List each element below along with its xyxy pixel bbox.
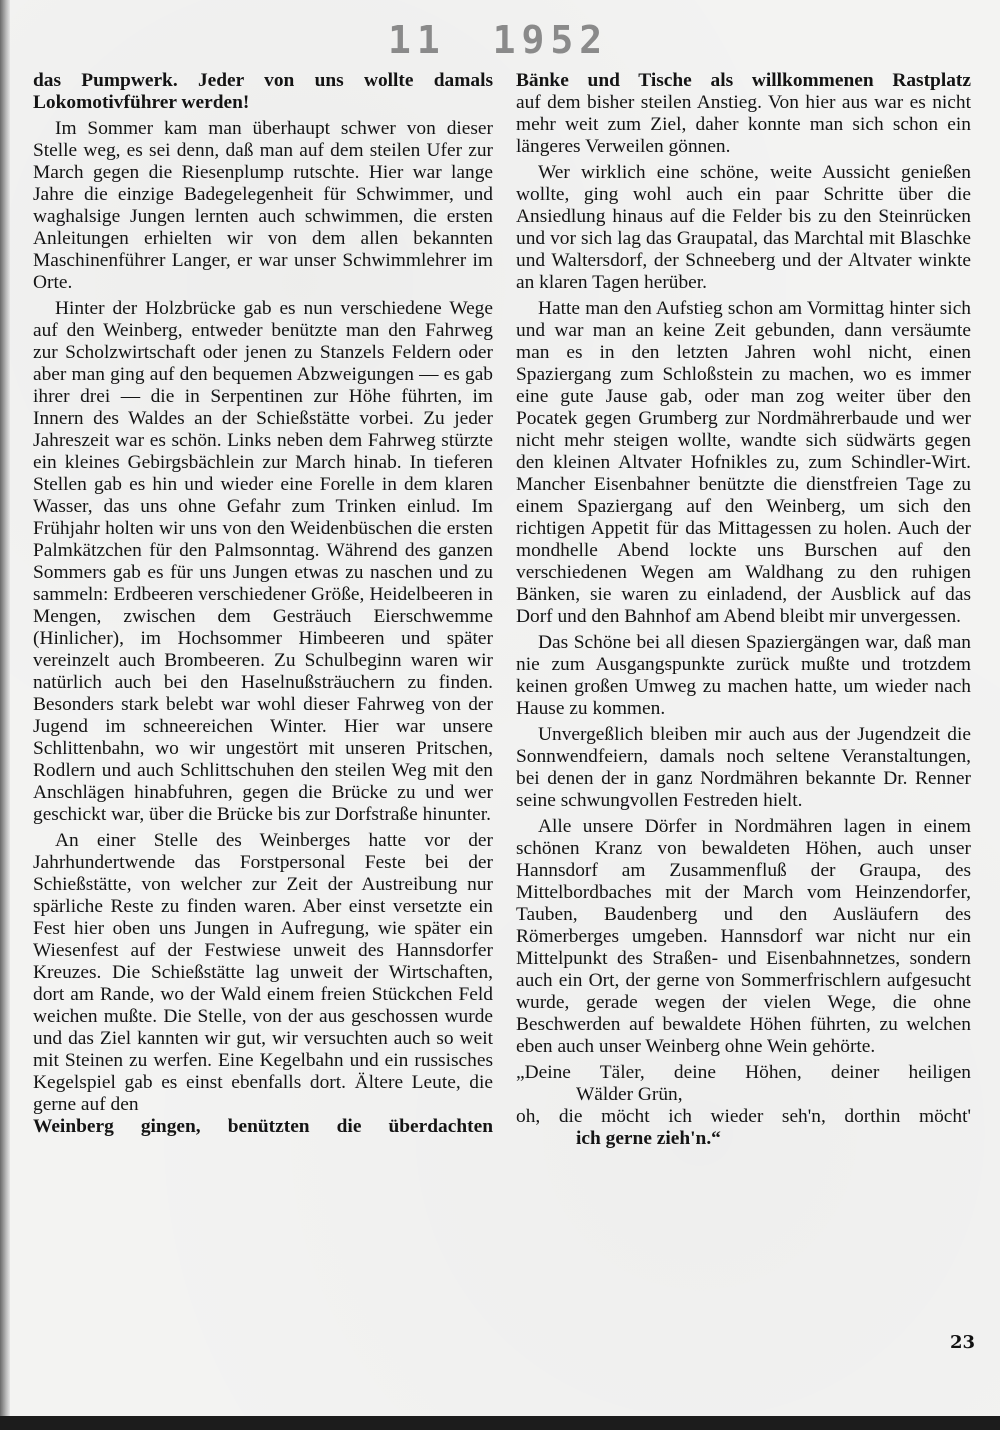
paragraph: Hatte man den Aufstieg schon am Vormittag hinter sich und war man an keine Zeit gebunden, dann versäumte man es in den letzten Jahren wohl nicht, einen Spaziergang zum Schloßstein zu machen, wo es immer eine gute Jause gab, oder man zog weiter über den Pocatek gegen Grumberg zur Nordmährerbaude und wer nicht mehr steigen wollte, wandte sich südwärts gegen den kleinen Altvater Hofnikles zu, zum Schindler-Wirt. Mancher Eisenbahner benützte die dienstfreien Tage zu einem Spaziergang auf den Weinberg, um sich den richtigen Appetit für das Mittagessen zu holen. Auch der mondhelle Abend lockte uns Burschen auf den verschiedenen Wegen am Waldhang zu den ruhigen Bänken, sie waren zu einladend, der Ausblick auf das Dorf und den Bahnhof am Abend bleibt mir unvergessen. [516,298,971,627]
paragraph: Wer wirklich eine schöne, weite Aussicht genießen wollte, ging wohl auch ein paar Schritte über die Ansiedlung hinaus auf die Felder bis zu den Steinrücken und vor sich lag das Graupatal, das Marchtal mit Blaschke und Waltersdorf, der Schneeberg und der Altvater winkte an klaren Tagen herüber. [516,162,971,293]
paragraph: auf dem bisher steilen Anstieg. Von hier aus war es nicht mehr weit zum Ziel, daher konnte man sich schon ein längeres Verweilen gönnen. [516,92,971,157]
paragraph: Im Sommer kam man überhaupt schwer von dieser Stelle weg, es sei denn, daß man auf dem steilen Ufer zur March gegen die Riesenplump rutschte. Hier war lange Jahre die einzige Badegelegenheit für Schwimmer, und waghalsige Jungen lernten auch schwimmen, die ersten Anleitungen erhielten wir von dem allen bekannten Maschinenführer Langer, er war unser Schwimmlehrer im Orte. [33,118,493,293]
verse-line-continuation: Wälder Grün, [576,1084,683,1105]
page-number: 23 [950,1332,976,1353]
right-column [516,70,971,1150]
verse-quote [516,1062,971,1150]
paragraph: Alle unsere Dörfer in Nordmähren lagen in einem schönen Kranz von bewaldeten Höhen, auch unser Hannsdorf am Zusammenfluß der Graupa, des Mittelbordbaches mit der March vom Heinzendorfer, Tauben, Baudenberg und den Ausläufern des Römerberges umgeben. Hannsdorf war nicht nur ein Mittelpunkt des Straßen- und Eisenbahnnetzes, sondern auch ein Ort, der gerne von Sommerfrischlern aufgesucht wurde, gerade wegen der vielen Wege, die ohne Beschwerden auf bewaldete Höhen führten, zu welchen eben auch unser Weinberg ohne Wein gehörte. [516,816,971,1057]
date-stamp: 11 1952 [388,18,609,62]
scan-bottom-edge [0,1416,1000,1430]
paragraph: Das Schöne bei all diesen Spaziergängen war, daß man nie zum Ausgangspunkte zurück mußte und trotzdem keinen großen Umweg zu machen hatte, um wieder nach Hause zu kommen. [516,632,971,719]
paragraph-continuation: Weinberg gingen, benützten die überdachten [33,1116,493,1137]
paragraph: Hinter der Holzbrücke gab es nun verschiedene Wege auf den Weinberg, entweder benützte man den Fahrweg zur Scholzwirtschaft oder jenen zu Stanzels Feldern oder aber man ging auf den bequemen Abzweigungen — es gab ihrer drei — die in Serpentinen zur Höhe führten, im Innern des Waldes an der Schießstätte vorbei. Zu jeder Jahreszeit war es schön. Links neben dem Fahrweg stürzte ein kleines Gebirgsbächlein zur March hinab. In tieferen Stellen gab es hin und wieder eine Forelle in dem klaren Wasser, das uns ohne Gefahr zum Trinken einlud. Im Frühjahr holten wir uns von den Weidenbüschen die ersten Palmkätzchen für den Palmsonntag. Während des ganzen Sommers gab es für uns Jungen etwas zu naschen und zu sammeln: Erdbeeren verschiedener Größe, Heidelbeeren in Mengen, zwischen dem Gesträuch Eierschwemme (Hinlicher), im Hochsommer Himbeeren und später vereinzelt auch Brombeeren. Zu Schulbeginn waren wir natürlich auch bei den Haselnußsträuchern zu finden. Besonders stark belebt war wohl dieser Fahrweg von der Jugend im schneereichen Winter. Hier war unsere Schlittenbahn, wo wir ungestört mit unseren Pritschen, Rodlern und auch Schlittschuhen den steilen Weg mit den Anschlägen hinabfuhren, gegen die Brücke zu und wer geschickt war, über die Brücke bis zur Dorfstraße hinunter. [33,298,493,825]
binding-edge [0,0,10,1416]
verse-line-continuation: ich gerne zieh'n.“ [576,1128,721,1149]
paragraph-continuation: Bänke und Tische als willkommenen Rastplatz [516,70,971,91]
verse-line: oh, die möcht ich wieder seh'n, dorthin möcht' [516,1106,971,1127]
paragraph: Unvergeßlich bleiben mir auch aus der Jugendzeit die Sonnwendfeiern, damals noch seltene Veranstaltungen, bei denen der in ganz Nordmähren bekannte Dr. Renner seine schwungvollen Festreden hielt. [516,724,971,811]
left-column [33,70,493,1142]
paragraph: das Pumpwerk. Jeder von uns wollte damals Lokomotivführer werden! [33,70,493,113]
paragraph: An einer Stelle des Weinberges hatte vor der Jahrhundertwende das Forstpersonal Feste bei der Schießstätte, von welcher zur Zeit der Austreibung nur spärliche Reste zu finden waren. Aber einst versetzte ein Fest hier oben uns Jungen in Aufregung, wie später ein Wiesenfest auf der Festwiese unweit des Hannsdorfer Kreuzes. Die Schießstätte lag unweit der Wirtschaften, dort am Rande, wo der Wald einem freien Stückchen Feld weichen mußte. Die Stelle, von der aus geschossen wurde und das Ziel kannten wir gut, wir versuchten auch so weit mit Steinen zu werfen. Eine Kegelbahn und ein russisches Kegelspiel gab es einst ebenfalls dort. Ältere Leute, die gerne auf den [33,830,493,1115]
verse-line: „Deine Täler, deine Höhen, deiner heiligen [516,1062,971,1083]
